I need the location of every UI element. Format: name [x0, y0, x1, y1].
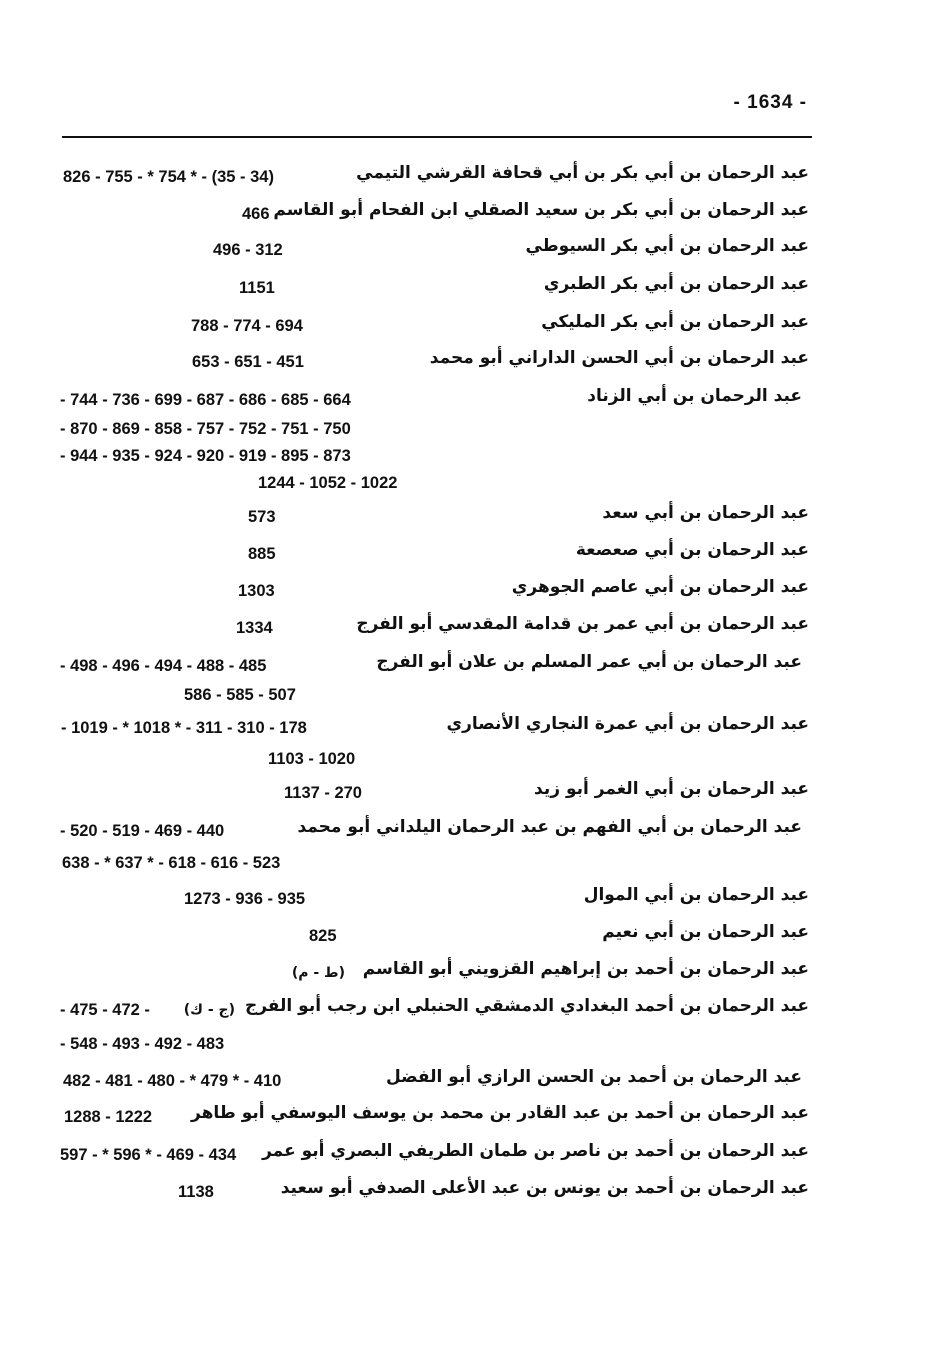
entry-name: عبد الرحمان بن أبي صعصعة [575, 540, 809, 560]
header-rule [62, 136, 812, 138]
entry-refs: 1244 - 1052 - 1022 [258, 474, 398, 492]
entry-note: (ط - م) [291, 965, 345, 981]
entry-refs: 826 - 755 - * 754 * - (35 - 34) [63, 168, 274, 186]
entry-refs: 496 - 312 [213, 241, 283, 259]
entry-note: (ج - ك) [183, 1002, 235, 1018]
entry-refs: 885 [248, 545, 276, 563]
entry-refs: 573 [248, 508, 276, 526]
entry-name: عبد الرحمان بن أبي الزناد [587, 386, 802, 406]
entry-refs: 597 - * 596 * - 469 - 434 [60, 1146, 237, 1164]
entry-refs: - 498 - 496 - 494 - 488 - 485 [60, 657, 267, 675]
entry-name: عبد الرحمان بن أبي الفهم بن عبد الرحمان اليلداني أبو محمد [297, 817, 802, 837]
entry-name: عبد الرحمان بن أبي عمر المسلم بن علان أبو الفرج [376, 652, 802, 672]
entry-name: عبد الرحمان بن أبي عمر بن قدامة المقدسي أبو الفرج [356, 614, 809, 634]
entry-name: عبد الرحمان بن أحمد بن عبد القادر بن محمد بن يوسف اليوسفي أبو طاهر [191, 1103, 809, 1123]
entry-name: عبد الرحمان بن أبي بكر السيوطي [525, 236, 809, 256]
entry-name: عبد الرحمان بن أبي سعد [602, 503, 809, 523]
entry-name: عبد الرحمان بن أبي الموال [583, 885, 809, 905]
entry-refs: - 520 - 519 - 469 - 440 [60, 822, 225, 840]
entry-name: عبد الرحمان بن أبي بكر بن أبي قحافة القرشي التيمي [356, 163, 809, 183]
entry-name: عبد الرحمان بن أبي نعيم [602, 922, 809, 942]
entry-refs: 1103 - 1020 [268, 750, 356, 768]
entry-refs: 1273 - 936 - 935 [184, 890, 306, 908]
entry-refs: - 870 - 869 - 858 - 757 - 752 - 751 - 750 [60, 420, 351, 438]
entry-refs: - 744 - 736 - 699 - 687 - 686 - 685 - 664 [60, 391, 351, 409]
entry-name: عبد الرحمان بن أبي الحسن الداراني أبو محمد [429, 348, 809, 368]
page-number: - 1634 - [733, 92, 807, 113]
entry-name: عبد الرحمان بن أحمد بن ناصر بن طمان الطريفي البصري أبو عمر [262, 1141, 809, 1161]
entry-refs: - 1019 - * 1018 * - 311 - 310 - 178 [61, 719, 307, 737]
entry-name: عبد الرحمان بن أبي عمرة النجاري الأنصاري [446, 714, 809, 734]
entry-refs: 653 - 651 - 451 [192, 353, 304, 371]
entry-refs: 1303 [238, 582, 275, 600]
entry-refs: - 548 - 493 - 492 - 483 [60, 1035, 225, 1053]
entry-name: عبد الرحمان بن أبي عاصم الجوهري [511, 577, 809, 597]
entry-name: عبد الرحمان بن أحمد بن إبراهيم القزويني أبو القاسم [362, 959, 809, 979]
entry-name: عبد الرحمان بن أبي بكر الطبري [543, 274, 809, 294]
entry-refs: 825 [309, 927, 337, 945]
entry-refs: 1151 [239, 279, 275, 297]
entry-name: عبد الرحمان بن أبي الغمر أبو زيد [534, 779, 809, 799]
entry-refs: 638 - * 637 * - 618 - 616 - 523 [62, 854, 281, 872]
entry-refs: 586 - 585 - 507 [184, 686, 296, 704]
entry-refs: 1137 - 270 [284, 784, 362, 802]
entry-refs: 788 - 774 - 694 [191, 317, 303, 335]
entry-refs: 482 - 481 - 480 - * 479 * - 410 [63, 1072, 282, 1090]
entry-refs: 1288 - 1222 [64, 1108, 153, 1126]
entry-refs: 1138 [178, 1183, 214, 1201]
entry-refs: - 475 - 472 - [60, 1001, 150, 1019]
entry-name: عبد الرحمان بن أحمد بن الحسن الرازي أبو الفضل [386, 1067, 802, 1087]
entry-refs: 466 [242, 205, 270, 223]
entry-refs: - 944 - 935 - 924 - 920 - 919 - 895 - 873 [60, 447, 351, 465]
entry-name: عبد الرحمان بن أبي بكر بن سعيد الصقلي ابن الفحام أبو القاسم [273, 200, 809, 220]
entry-name: عبد الرحمان بن أحمد البغدادي الدمشقي الحنبلي ابن رجب أبو الفرج [244, 996, 809, 1016]
entry-name: عبد الرحمان بن أحمد بن يونس بن عبد الأعلى الصدفي أبو سعيد [280, 1178, 809, 1198]
entry-name: عبد الرحمان بن أبي بكر المليكي [541, 312, 809, 332]
entry-refs: 1334 [236, 619, 273, 637]
